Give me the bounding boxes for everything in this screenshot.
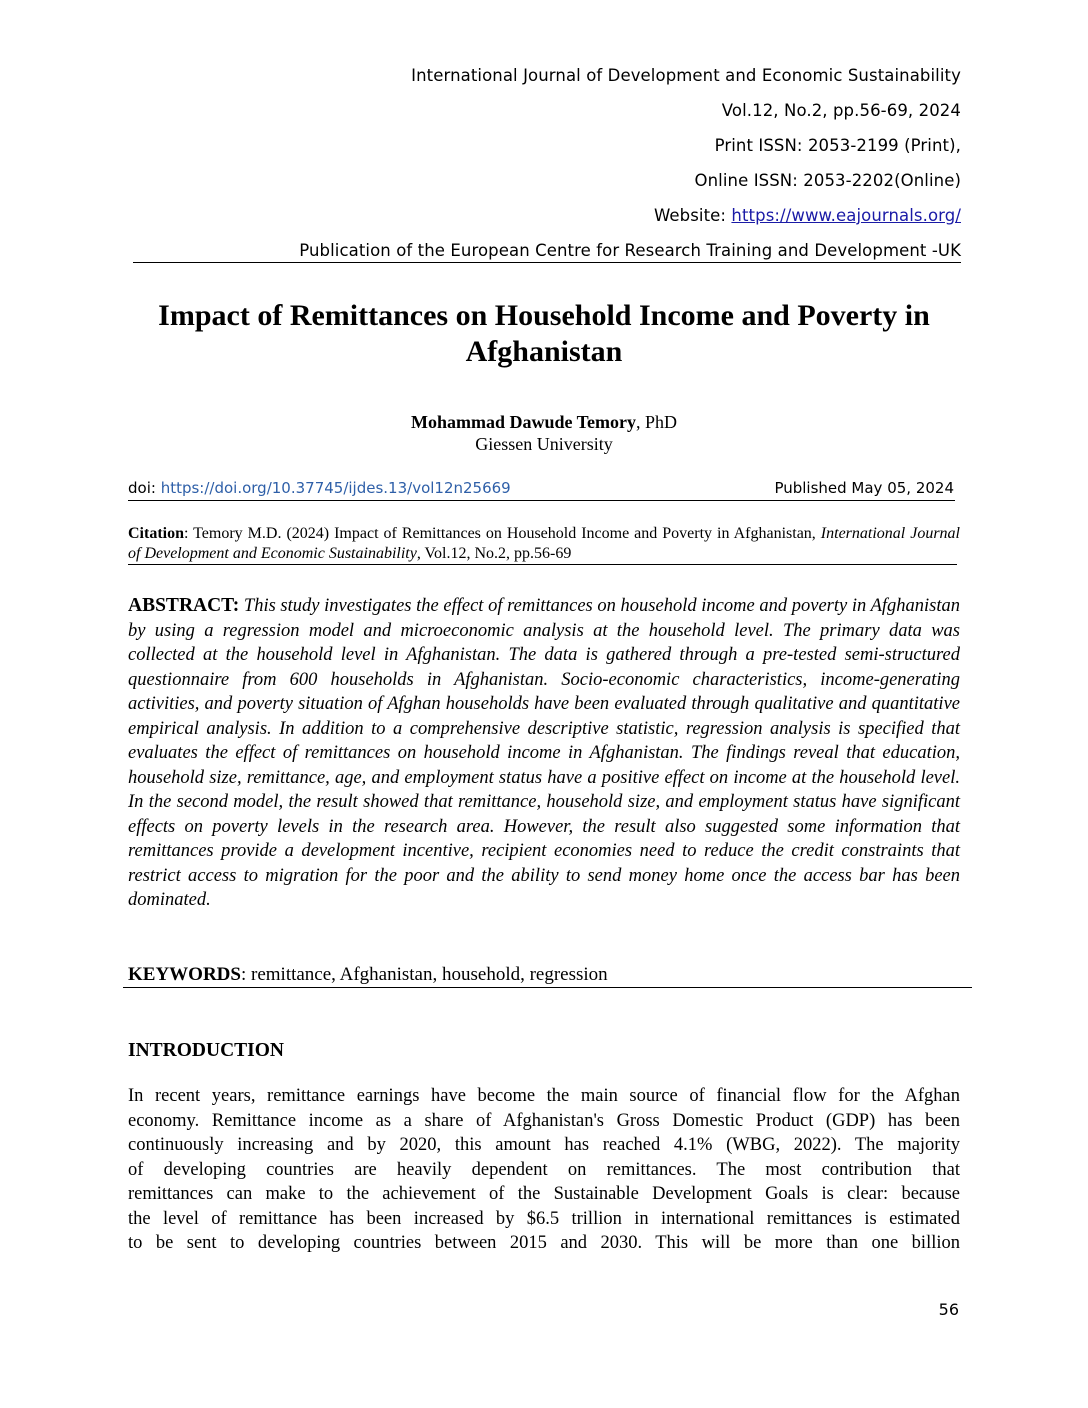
doi-link[interactable]: https://doi.org/10.37745/ijdes.13/vol12n25669 [160, 479, 511, 497]
keywords-divider [123, 987, 972, 988]
website-label: Website: [653, 206, 732, 225]
header-divider [133, 262, 961, 263]
print-issn: Print ISSN: 2053-2199 (Print), [714, 136, 961, 155]
author-name: Mohammad Dawude Temory [410, 412, 636, 432]
paragraph-line: remittances can make to the achievement of the Sustainable Development Goals is clear: because [128, 1184, 960, 1204]
abstract [128, 594, 960, 913]
publisher-line: Publication of the European Centre for Research Training and Development -UK [299, 241, 961, 260]
title-line-2: Afghanistan [465, 335, 623, 368]
keywords [128, 964, 608, 986]
paragraph-line: economy. Remittance income as a share of Afghanistan's Gross Domestic Product (GDP) has been [128, 1110, 960, 1131]
citation-label: Citation [128, 525, 184, 542]
paper-title [110, 298, 978, 370]
doi-line [128, 479, 511, 497]
citation-divider [128, 564, 957, 565]
citation-volume: , Vol.12, No.2, pp.56-69 [416, 545, 572, 562]
website-link[interactable]: https://www.eajournals.org/ [731, 206, 961, 225]
author-line [0, 411, 1088, 433]
author-degree: , PhD [636, 412, 678, 432]
page-number: 56 [938, 1300, 959, 1319]
citation-journal: International Journal of Development and Economic Sustainability [128, 525, 960, 562]
paragraph-line: In recent years, remittance earnings have become the main source of financial flow for the Afghan [128, 1086, 960, 1106]
abstract-text: This study investigates the effect of remittances on household income and poverty in Afghanistan by using a regression model and microeconomic analysis at the household level. The primary data was collected at the household level in Afghanistan. The data is gathered through a pre-tested semi-structured questionnaire from 600 households in Afghanistan. Socio-economic characteristics, income-generating activities, and poverty situation of Afghan households have been evaluated through qualitative and quantitative empirical analysis. In addition to a comprehensive descriptive statistic, regression analysis is specified that evaluates the effect of remittances on household income in Afghanistan. The findings reveal that education, household size, remittance, age, and employment status have a positive effect on income at the household level. In the second model, the result showed that remittance, household size, and employment status have significant effects on poverty levels in the research area. However, the result also suggested some information that remittances provide a development incentive, recipient economies need to reduce the credit constraints that restrict access to migration for the poor and the ability to send money home once the access bar has been dominated. [128, 596, 960, 910]
journal-name: International Journal of Development and Economic Sustainability [411, 66, 961, 85]
paragraph-line: continuously increasing and by 2020, this amount has reached 4.1% (WBG, 2022). The majority [128, 1135, 960, 1155]
citation-text: : Temory M.D. (2024) Impact of Remittances on Household Income and Poverty in Afghanistan, [184, 525, 821, 542]
doi-label: doi: [128, 479, 161, 497]
author-affiliation: Giessen University [475, 434, 613, 454]
journal-volume: Vol.12, No.2, pp.56-69, 2024 [721, 101, 961, 120]
keywords-text: : remittance, Afghanistan, household, regression [240, 964, 608, 985]
citation [128, 524, 960, 564]
journal-website [654, 206, 961, 225]
published-date: Published May 05, 2024 [774, 479, 954, 497]
paragraph-line: to be sent to developing countries between 2015 and 2030. This will be more than one billion [128, 1233, 960, 1253]
introduction-heading: INTRODUCTION [128, 1040, 285, 1061]
abstract-label: ABSTRACT: [128, 595, 240, 616]
paragraph-line: the level of remittance has been increased by $6.5 trillion in international remittances is estimated [128, 1208, 960, 1229]
title-line-1: Impact of Remittances on Household Income and Poverty in [158, 299, 930, 332]
keywords-label: KEYWORDS [128, 964, 241, 985]
online-issn: Online ISSN: 2053-2202(Online) [694, 171, 961, 190]
paragraph-line: of developing countries are heavily dependent on remittances. The most contribution that [128, 1159, 960, 1180]
introduction-paragraph [128, 1084, 960, 1256]
doi-divider [128, 500, 955, 501]
